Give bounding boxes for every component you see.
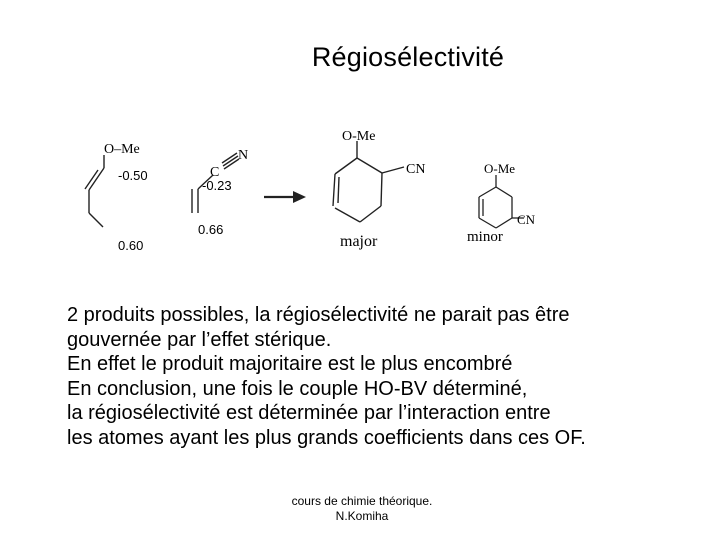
explanation-text (67, 303, 707, 450)
explanation-line: la régiosélectivité est déterminée par l’interaction entre (67, 402, 551, 424)
dienophile-coefficient-c2: 0.66 (198, 222, 224, 237)
slide-title: Régiosélectivité (311, 42, 505, 72)
reaction-scheme (0, 95, 720, 295)
dienophile-coefficient-c1: -0.23 (202, 178, 232, 193)
minor-label: minor (467, 229, 503, 245)
slide-footer (0, 494, 720, 524)
major-substituent-cn: CN (406, 162, 426, 177)
major-label: major (340, 233, 378, 250)
footer-course: cours de chimie théorique. (291, 494, 433, 508)
diene-coefficient-c1: -0.50 (118, 168, 148, 183)
explanation-line: 2 produits possibles, la régiosélectivité ne parait pas être (67, 304, 570, 326)
diene-coefficient-c4: 0.60 (118, 238, 144, 253)
explanation-line: les atomes ayant les plus grands coefficients dans ces OF. (67, 426, 586, 449)
minor-substituent-ome: O-Me (484, 161, 516, 176)
explanation-line: En effet le produit majoritaire est le plus encombré (67, 353, 513, 375)
explanation-line: En conclusion, une fois le couple HO-BV déterminé, (67, 377, 528, 400)
minor-substituent-cn: CN (517, 212, 536, 227)
major-substituent-ome: O-Me (342, 129, 376, 144)
footer-author: N.Komiha (335, 509, 389, 523)
explanation-line: gouvernée par l’effet stérique. (67, 328, 332, 351)
diene-substituent: O–Me (104, 142, 140, 157)
reaction-arrow (264, 191, 306, 203)
diene-structure (85, 155, 104, 227)
dienophile-carbon-label: C (210, 165, 220, 180)
dienophile-nitrogen-label: N (238, 148, 249, 163)
major-product-structure (333, 141, 404, 222)
